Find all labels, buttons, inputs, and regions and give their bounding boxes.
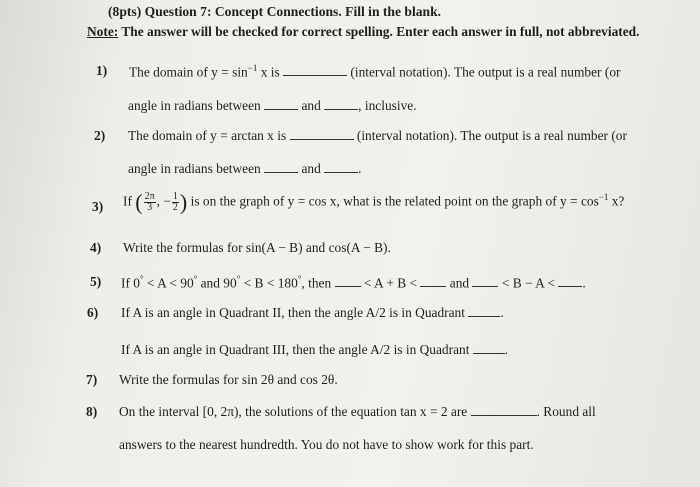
item-5-text-b: < A < 90 (143, 275, 194, 291)
fraction-2pi-3 (144, 192, 156, 213)
question-title: (8pts) Question 7: Concept Connections. Fill in the blank. (108, 4, 442, 19)
item-5-line (121, 274, 586, 291)
item-6-quadrant-iii-blank[interactable] (473, 342, 505, 354)
note-text: The answer will be checked for correct spelling. Enter each answer in full, not abbreviated. (121, 24, 640, 39)
item-4-text: Write the formulas for sin(A − B) and cos(A − B). (123, 240, 391, 255)
item-5-text-a: If 0 (121, 275, 140, 291)
item-6-text-a: If A is an angle in Quadrant II, then the angle A/2 is in Quadrant (121, 305, 465, 320)
item-2-text-a: The domain of y = arctan x is (128, 128, 287, 143)
item-1-text-f: , inclusive. (358, 98, 417, 113)
fraction-2-denominator: 2 (172, 202, 178, 213)
degree-symbol: ° (193, 274, 198, 284)
item-2-number: 2) (94, 128, 106, 143)
item-1-text-a: The domain of y = sin (129, 64, 248, 80)
item-1-domain-blank[interactable] (283, 64, 347, 76)
item-8-text-a: On the interval [0, 2π), the solutions of the equation tan x = 2 are (119, 404, 468, 419)
item-8-solutions-blank[interactable] (471, 404, 537, 416)
item-2-text-d: angle in radians between (128, 161, 261, 176)
item-1-lower-blank[interactable] (264, 98, 298, 110)
note-line (87, 24, 639, 40)
item-5-text-g: and (449, 275, 470, 291)
item-2-line-1 (128, 128, 627, 144)
item-4-number: 4) (90, 240, 102, 255)
item-5-sum-lower-blank[interactable] (335, 275, 361, 287)
item-5-sum-upper-blank[interactable] (420, 275, 446, 287)
item-1-text-e: and (301, 98, 321, 113)
item-5-text-f: < A + B < (363, 275, 418, 291)
item-5-text-i: . (582, 275, 586, 291)
item-1-text-c: (interval notation). The output is a real number (or (350, 64, 621, 80)
item-5-text-e: , then (301, 275, 332, 291)
item-5-diff-lower-blank[interactable] (472, 275, 498, 287)
fraction-1-2 (172, 192, 179, 213)
fraction-1-numerator: 2π (144, 191, 155, 202)
item-6-line-2: If A is an angle in Quadrant III, then the angle A/2 is in Quadrant . (121, 342, 509, 357)
item-5-text-h: < B − A < (501, 275, 556, 291)
item-2-text-f: . (358, 161, 362, 176)
item-3-text-a: is on the graph of y = cos x, what is the related point on the graph of y = cos (190, 193, 599, 209)
item-2-line-2 (128, 161, 362, 177)
degree-symbol: ° (139, 274, 144, 284)
item-8-line-2: answers to the nearest hundredth. You do not have to show work for this part. (119, 437, 534, 452)
item-1-superscript: −1 (247, 63, 258, 73)
item-3-text-if: If (123, 193, 132, 209)
item-1-number: 1) (96, 63, 108, 78)
item-8-line-1 (119, 404, 596, 420)
item-1-text-b: x is (257, 64, 280, 80)
item-8-number: 8) (86, 404, 98, 419)
item-1-line-2 (128, 98, 417, 114)
degree-symbol: ° (236, 274, 241, 284)
item-5-text-d: < B < 180 (240, 275, 298, 291)
left-paren: ( (135, 189, 143, 215)
item-1-line-1 (129, 63, 620, 80)
item-7-number: 7) (86, 372, 98, 387)
fraction-1-denominator: 3 (147, 202, 153, 213)
item-2-text-e: and (301, 161, 321, 176)
item-1-text-d: angle in radians between (128, 98, 261, 113)
item-2-upper-blank[interactable] (324, 161, 358, 173)
right-paren: ) (179, 189, 188, 215)
item-3-text-b: x? (608, 193, 625, 209)
item-8-text-b: . Round all (536, 404, 596, 419)
item-2-lower-blank[interactable] (264, 161, 298, 173)
item-3-number: 3) (92, 199, 104, 214)
note-label: Note: (87, 24, 119, 39)
item-5-number: 5) (90, 274, 102, 289)
item-3-superscript: −1 (598, 192, 609, 203)
degree-symbol: ° (297, 274, 302, 284)
item-3-line: If ( $\frac{2\pi}{3}$ , − $\frac{1}{2}$ ) is on the graph of y = cos x, what is the related point on the graph of $y = \cos^{-1} x$? (123, 189, 625, 215)
item-6-number: 6) (87, 305, 99, 320)
item-1-upper-blank[interactable] (324, 98, 358, 110)
item-2-text-c: (interval notation). The output is a real number (or (356, 128, 627, 143)
item-5-text-c: and 90 (197, 275, 237, 291)
item-6-quadrant-ii-blank[interactable] (468, 305, 500, 317)
item-6-text-b: If A is an angle in Quadrant III, then the angle A/2 is in Quadrant (121, 342, 470, 357)
item-7-text: Write the formulas for sin 2θ and cos 2θ. (119, 372, 338, 387)
item-6-line-1: If A is an angle in Quadrant II, then the angle A/2 is in Quadrant . (121, 305, 504, 320)
item-5-diff-upper-blank[interactable] (558, 275, 582, 287)
item-2-domain-blank[interactable] (290, 128, 354, 140)
fraction-2-numerator: 1 (172, 191, 178, 202)
